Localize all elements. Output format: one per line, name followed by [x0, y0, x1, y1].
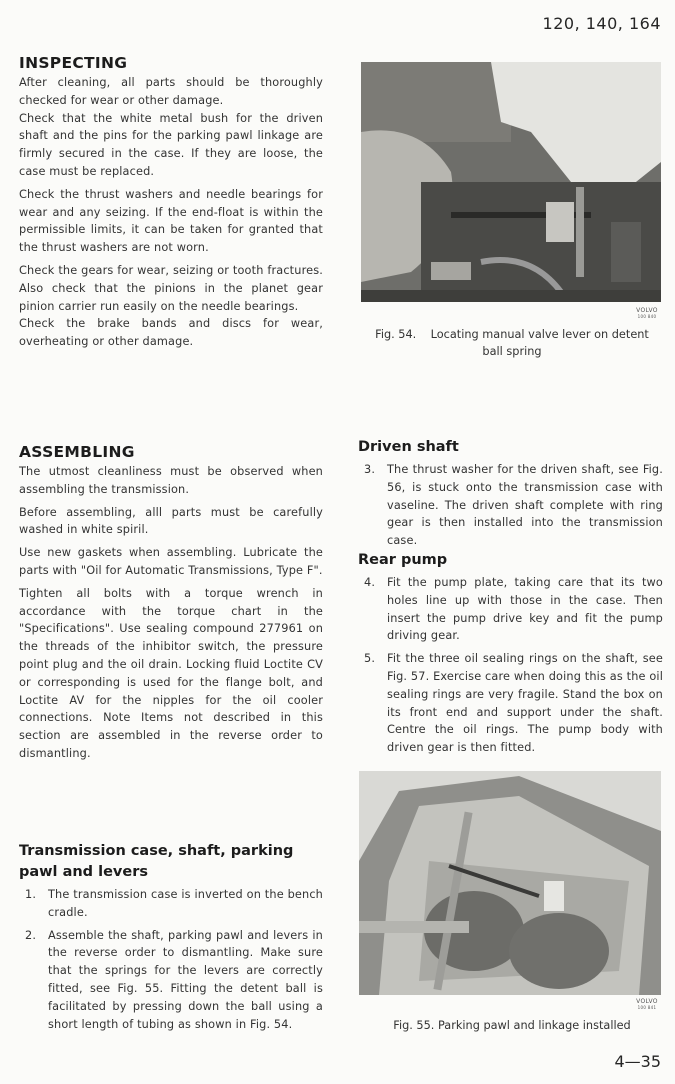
- figure-55-photo: [359, 771, 661, 995]
- figure-55-caption: Fig. 55. Parking pawl and linkage installed: [393, 1019, 631, 1032]
- assembling-paragraph: Before assembling, alll parts must be carefully washed in white spiril.: [19, 505, 323, 537]
- inspecting-heading: INSPECTING: [19, 54, 128, 72]
- step-number: 3.: [364, 463, 376, 476]
- figure-54-photo: [361, 62, 661, 302]
- inspecting-paragraph: After cleaning, all parts should be thoroughly checked for wear or other damage.: [19, 76, 323, 107]
- step-number: 5.: [364, 652, 376, 666]
- credit-brand: VOLVO: [636, 998, 658, 1005]
- transmission-case-heading: Transmission case, shaft, parking pawl and levers: [19, 843, 294, 880]
- step-text: Fit the three oil sealing rings on the shaft, see Fig. 57. Exercise care when doing this as the oil sealing rings are very fragile. Stand the box on its front end and support under the shaft. Centre the oil rings. The pump body with driven gear is then fitted.: [387, 652, 663, 755]
- caption-line: ball spring: [482, 345, 542, 358]
- assembling-paragraph: Tighten all bolts with a torque wrench in accordance with the torque chart in the "Specifications". Use sealing compound 277961 on the threads of the inhibitor switch, the pressure point plug and the oil drain. Locking fluid Loctite CV or corresponding is used for the flange bolt, and Loctite AV for the nipples for the oil cooler connections. Note Items not described in this section are assembled in the reverse order to dismantling.: [19, 586, 323, 760]
- inspecting-paragraph: Check the gears for wear, seizing or tooth fractures. Also check that the pinions in the planet gear pinion carrier run easily on the needle bearings.: [19, 263, 323, 313]
- step-text: Assemble the shaft, parking pawl and levers in the reverse order to dismantling. Make sure that the springs for the levers are correctly fitted, see Fig. 55. Fitting the detent ball is facilitated by pressing down the ball using a short length of tubing as shown in Fig. 54.: [48, 928, 323, 1031]
- step-item: [19, 927, 323, 1034]
- driven-shaft-steps: [358, 461, 663, 550]
- step-number: 1.: [25, 888, 37, 901]
- figure-54-credit: [632, 308, 662, 320]
- valve-lever-photo-illustration: [361, 62, 661, 302]
- page-number: 4—35: [614, 1052, 661, 1071]
- step-item: [358, 461, 663, 550]
- assembling-paragraph: Use new gaskets when assembling. Lubricate the parts with "Oil for Automatic Transmissions, Type F".: [19, 546, 323, 577]
- parking-pawl-photo-illustration: [359, 771, 661, 995]
- credit-brand: VOLVO: [636, 307, 658, 314]
- credit-code: 100 840: [637, 314, 657, 319]
- model-numbers-header: 120, 140, 164: [542, 14, 661, 33]
- assembling-section: [19, 443, 323, 763]
- step-item: [358, 650, 663, 757]
- driven-shaft-heading: Driven shaft: [358, 439, 459, 455]
- transmission-case-section: [19, 841, 323, 1038]
- inspecting-paragraph: Check that the white metal bush for the driven shaft and the pins for the parking pawl linkage are firmly secured in the case. If they are loose, the case must be replaced.: [19, 111, 323, 178]
- assembling-heading: ASSEMBLING: [19, 443, 135, 461]
- step-item: [19, 886, 323, 922]
- rear-pump-section: [358, 550, 663, 762]
- rear-pump-steps: [358, 574, 663, 757]
- figure-54-caption: [362, 326, 662, 360]
- step-text: Fit the pump plate, taking care that its two holes line up with those in the case. Then insert the pump drive key and fit the pump driving gear.: [387, 576, 663, 643]
- driven-shaft-section: [358, 437, 663, 555]
- step-text: The transmission case is inverted on the bench cradle.: [48, 888, 323, 919]
- step-number: 2.: [25, 928, 37, 942]
- step-number: 4.: [364, 576, 376, 589]
- caption-line: Fig. 54. Locating manual valve lever on detent: [375, 328, 649, 341]
- assembling-paragraph: The utmost cleanliness must be observed when assembling the transmission.: [19, 465, 323, 496]
- inspecting-section: [19, 54, 323, 351]
- transmission-case-steps: [19, 886, 323, 1033]
- step-item: [358, 574, 663, 645]
- rear-pump-heading: Rear pump: [358, 552, 448, 568]
- credit-code: 100 841: [637, 1005, 657, 1010]
- figure-55-credit: [632, 999, 662, 1011]
- inspecting-paragraph: Check the brake bands and discs for wear, overheating or other damage.: [19, 317, 323, 349]
- step-text: The thrust washer for the driven shaft, see Fig. 56, is stuck onto the transmission case with vaseline. The driven shaft complete with ring gear is then installed into the transmission case.: [387, 463, 663, 548]
- inspecting-paragraph: Check the thrust washers and needle bearings for wear and any seizing. If the end-float is within the permissible limits, it can be taken for granted that the thrust washers are not worn.: [19, 187, 323, 255]
